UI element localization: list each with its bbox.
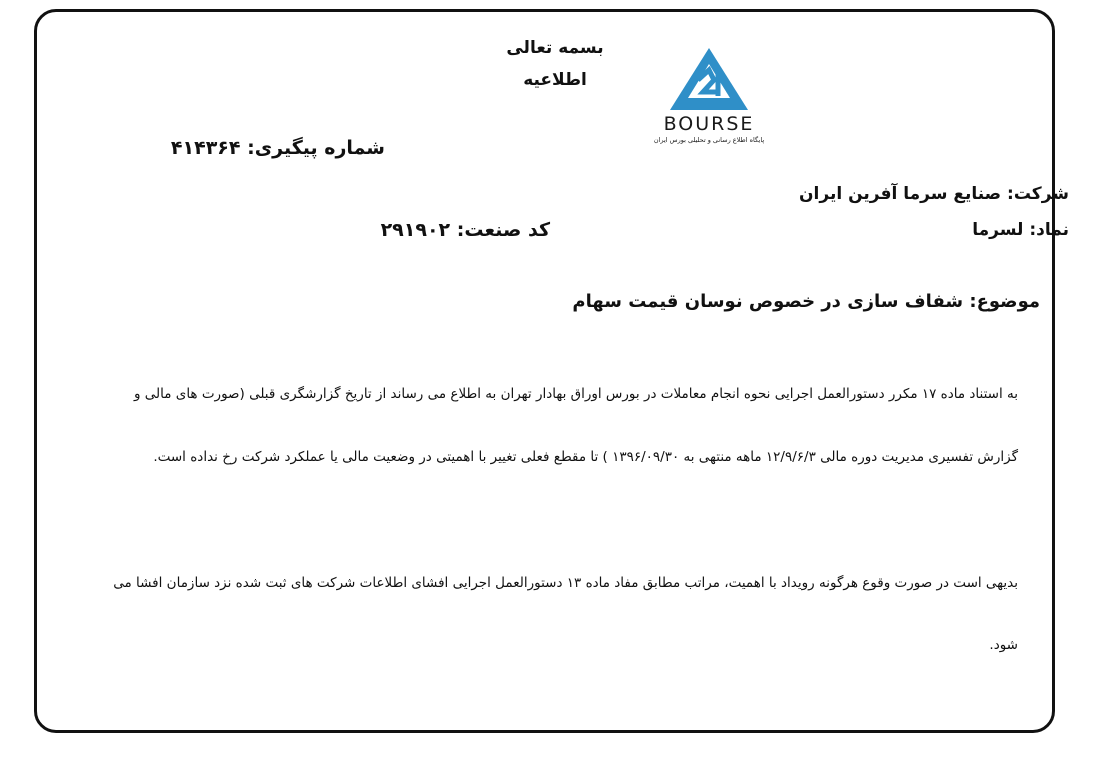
body-line-1: به استناد ماده ۱۷ مکرر دستورالعمل اجرایی نحوه انجام معاملات در بورس اوراق بهادار تهران به اطلاع می رساند از تاریخ گزارشگری قبلی (صورت های مالی و (133, 386, 1018, 402)
subject-line (572, 291, 1040, 312)
symbol-label: نماد: (1029, 220, 1069, 240)
subject-value: شفاف سازی در خصوص نوسان قیمت سهام (572, 291, 964, 312)
industry-label: کد صنعت: (456, 219, 550, 241)
document-frame (34, 9, 1055, 733)
stock-symbol (850, 220, 1069, 240)
bourse-logo (648, 30, 770, 148)
body-line-2: گزارش تفسیری مدیریت دوره مالی ۱۲/۹/۶/۳ ماهه منتهی به ۱۳۹۶/۰۹/۳۰ ) تا مقطع فعلی تغییر با اهمیتی در وضعیت مالی یا عملکرد شرکت رخ نداده است. (153, 449, 1018, 465)
industry-value: ۲۹۱۹۰۲ (380, 219, 451, 241)
company-value: صنایع سرما آفرین ایران (799, 184, 1002, 204)
body-line-3: بدیهی است در صورت وقوع هرگونه رویداد با اهمیت، مراتب مطابق مفاد ماده ۱۳ دستورالعمل اجرایی افشای اطلاعات شرکت های ثبت شده نزد سازمان افشا می (113, 575, 1018, 591)
tracking-value: ۴۱۴۳۶۴ (170, 137, 241, 159)
logo-text: BOURSE (663, 113, 755, 135)
header-announcement: اطلاعیه (523, 70, 587, 90)
subject-label: موضوع: (969, 291, 1040, 312)
company-name (650, 184, 1069, 204)
tracking-number (170, 137, 385, 159)
industry-code (380, 219, 550, 241)
header-basmala: بسمه تعالی (506, 38, 604, 58)
logo-subtitle: پایگاه اطلاع رسانی و تحلیلی بورس ایران (653, 136, 765, 144)
company-label: شرکت: (1007, 184, 1069, 204)
tracking-label: شماره پیگیری: (247, 137, 385, 159)
body-line-4: شود. (989, 637, 1018, 653)
symbol-value: لسرما (972, 220, 1024, 240)
